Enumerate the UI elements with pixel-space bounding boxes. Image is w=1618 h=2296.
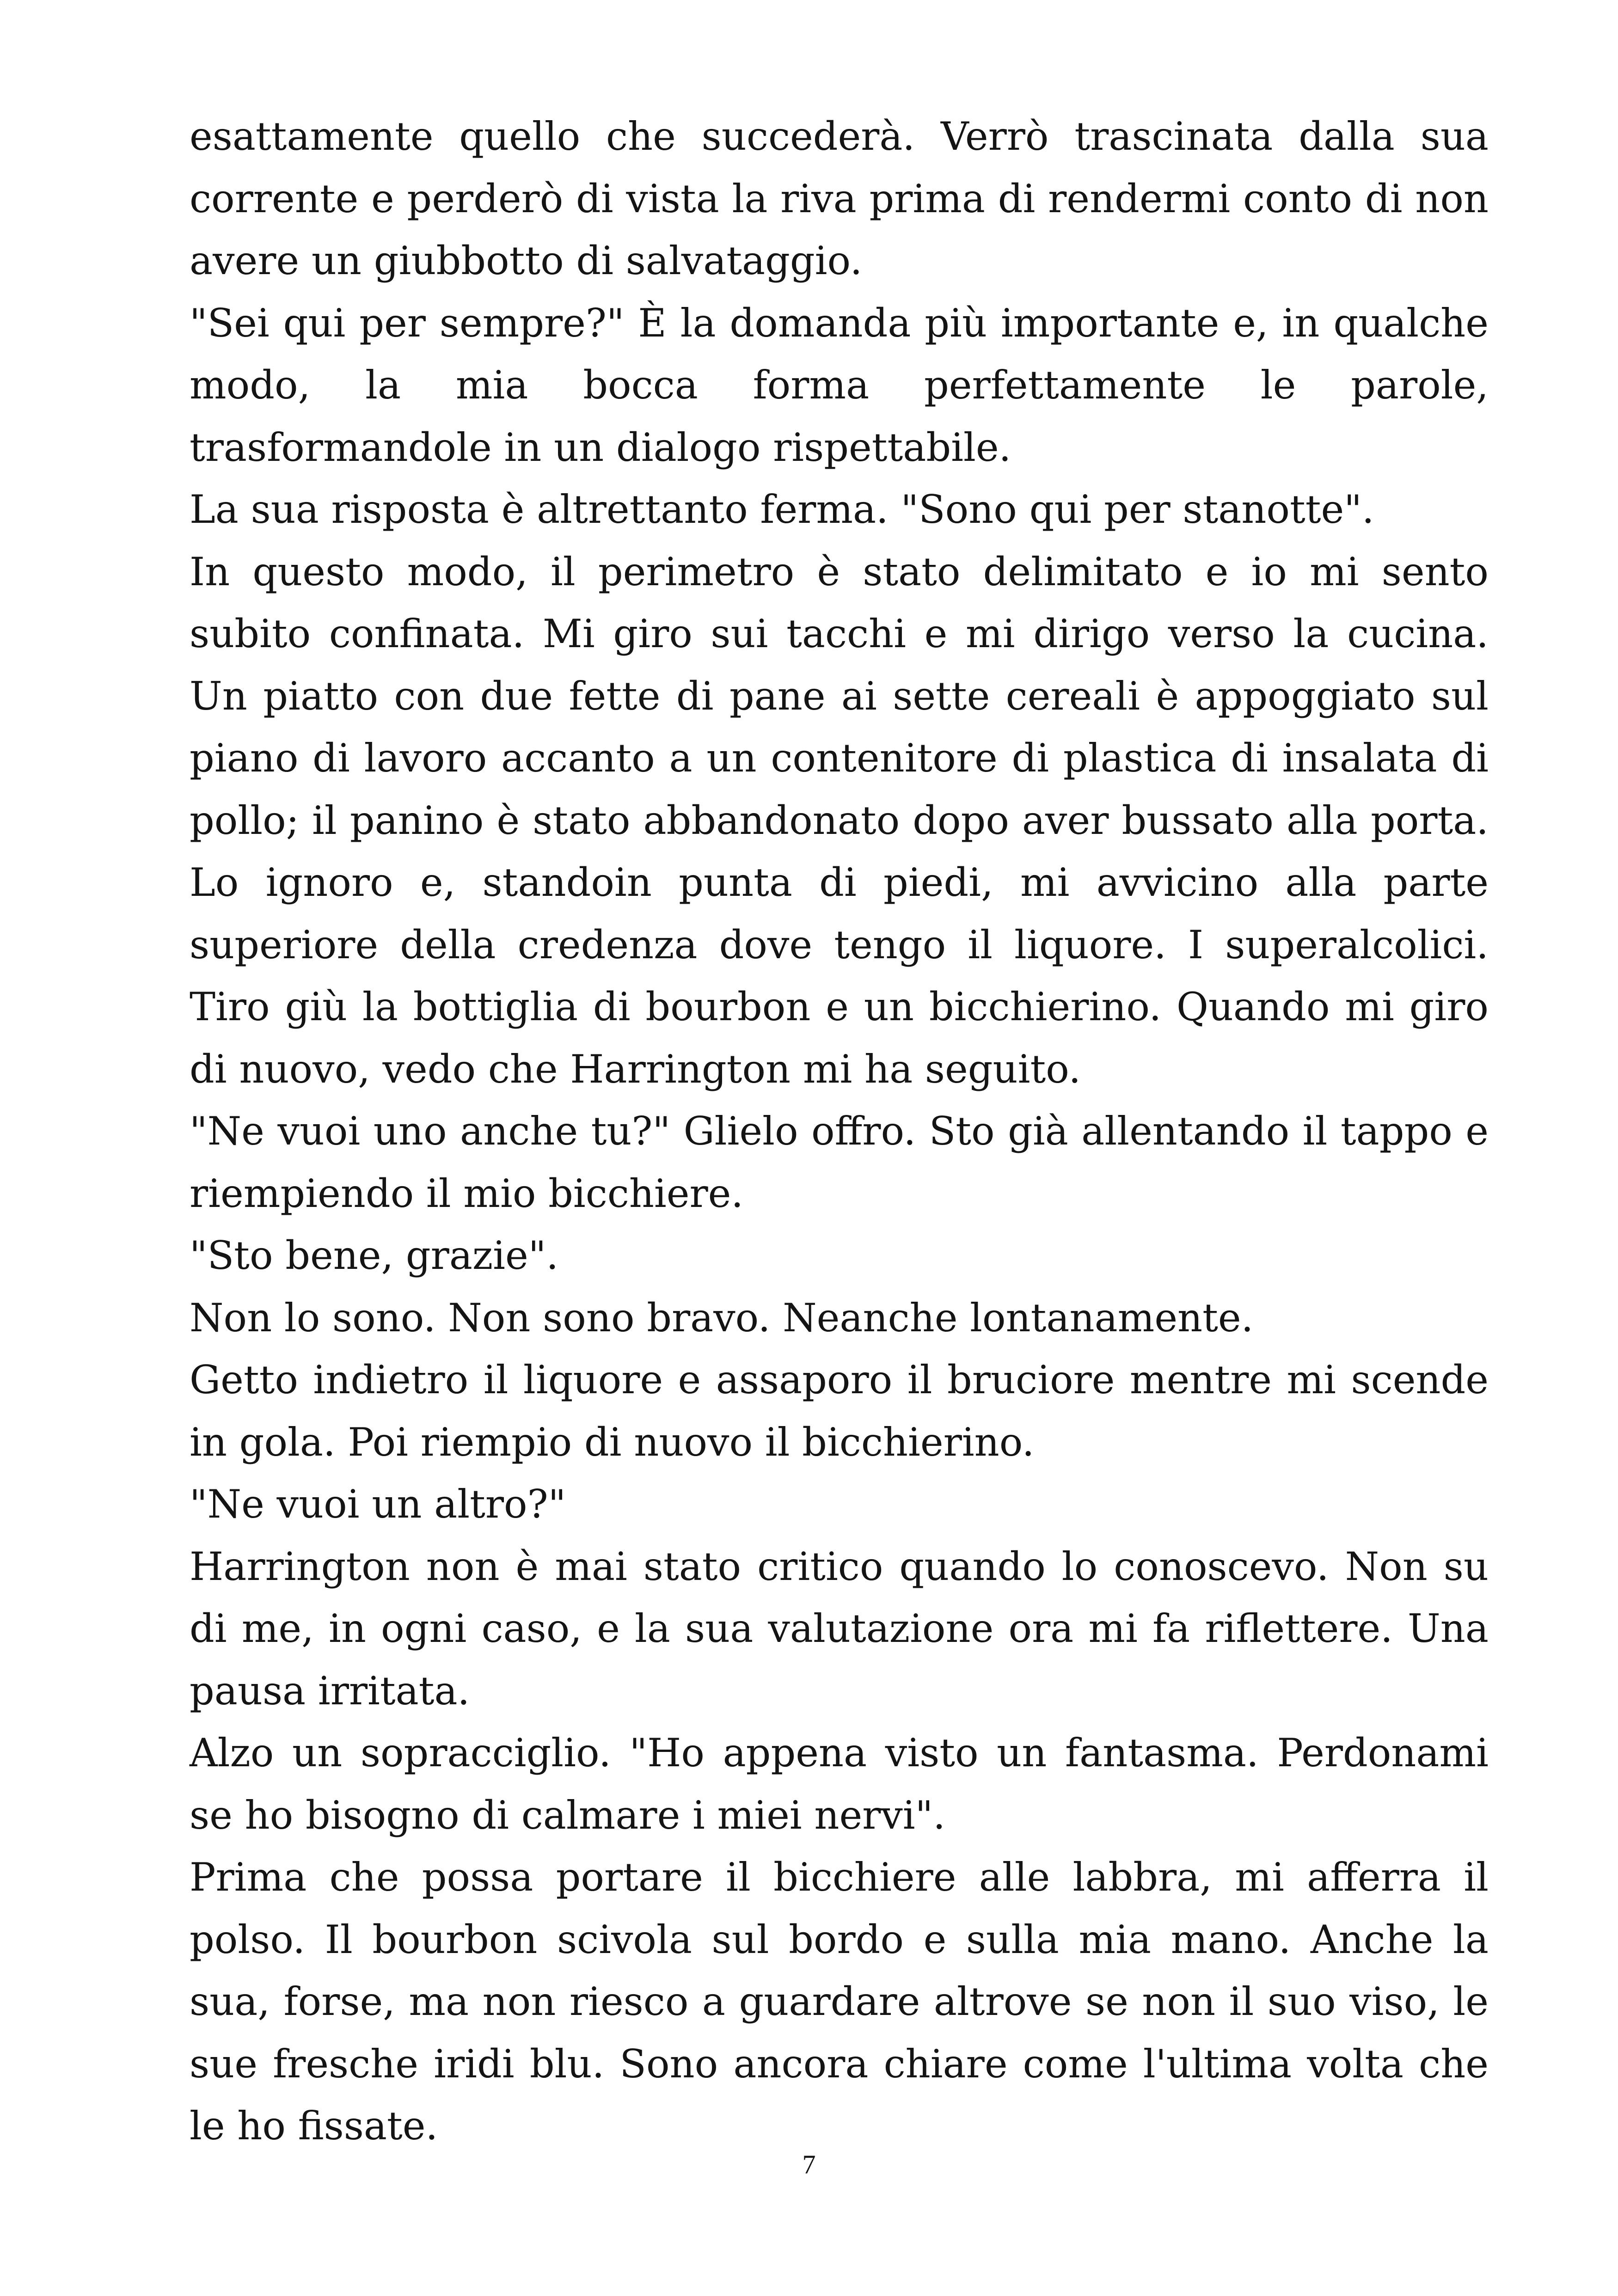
paragraph-8: Getto indietro il liquore e assaporo il bruciore mentre mi scende in gola. Poi riempio di nuovo il bicchierino. [190,1357,1489,1465]
page-number: 7 [802,2149,816,2180]
paragraph-4: In questo modo, il perimetro è stato delimitato e io mi sento subito confinata. Mi giro sui tacchi e mi dirigo verso la cucina. Un piatto con due fette di pane ai sette cereali è appoggiato sul piano di lavoro accanto a un contenitore di plastica di insalata di pollo; il panino è stato abbandonato dopo aver bussato alla porta. Lo ignoro e, standoin punta di piedi, mi avvicino alla parte superiore della credenza dove tengo il liquore. I superalcolici. Tiro giù la bottiglia di bourbon e un bicchierino. Quando mi giro di nuovo, vedo che Harrington mi ha seguito. [190,549,1489,1092]
body-text [190,105,1489,2157]
paragraph-9: "Ne vuoi un altro?" [190,1482,566,1527]
paragraph-12: Prima che possa portare il bicchiere alle labbra, mi afferra il polso. Il bourbon scivola sul bordo e sulla mia mano. Anche la sua, forse, ma non riesco a guardare altrove se non il suo viso, le sue fresche iridi blu. Sono ancora chiare come l'ultima volta che le ho fissate. [190,1855,1489,2149]
paragraph-1: esattamente quello che succederà. Verrò trascinata dalla sua corrente e perderò di vista la riva prima di rendermi conto di non avere un giubbotto di salvataggio. [190,114,1489,283]
paragraph-10: Harrington non è mai stato critico quando lo conoscevo. Non su di me, in ogni caso, e la sua valutazione ora mi fa riflettere. Una pausa irritata. [190,1543,1489,1714]
paragraph-3: La sua risposta è altrettanto ferma. "Sono qui per stanotte". [190,487,1374,532]
paragraph-5: "Ne vuoi uno anche tu?" Glielo offro. Sto già allentando il tappo e riempiendo il mio bicchiere. [190,1108,1489,1216]
paragraph-2: "Sei qui per sempre?" È la domanda più importante e, in qualche modo, la mia bocca forma perfettamente le parole, trasformandole in un dialogo rispettabile. [190,300,1489,470]
paragraph-7: Non lo sono. Non sono bravo. Neanche lontanamente. [190,1295,1254,1341]
paragraph-11: Alzo un sopracciglio. "Ho appena visto un fantasma. Perdonami se ho bisogno di calmare i miei nervi". [190,1730,1489,1838]
paragraph-6: "Sto bene, grazie". [190,1233,559,1278]
